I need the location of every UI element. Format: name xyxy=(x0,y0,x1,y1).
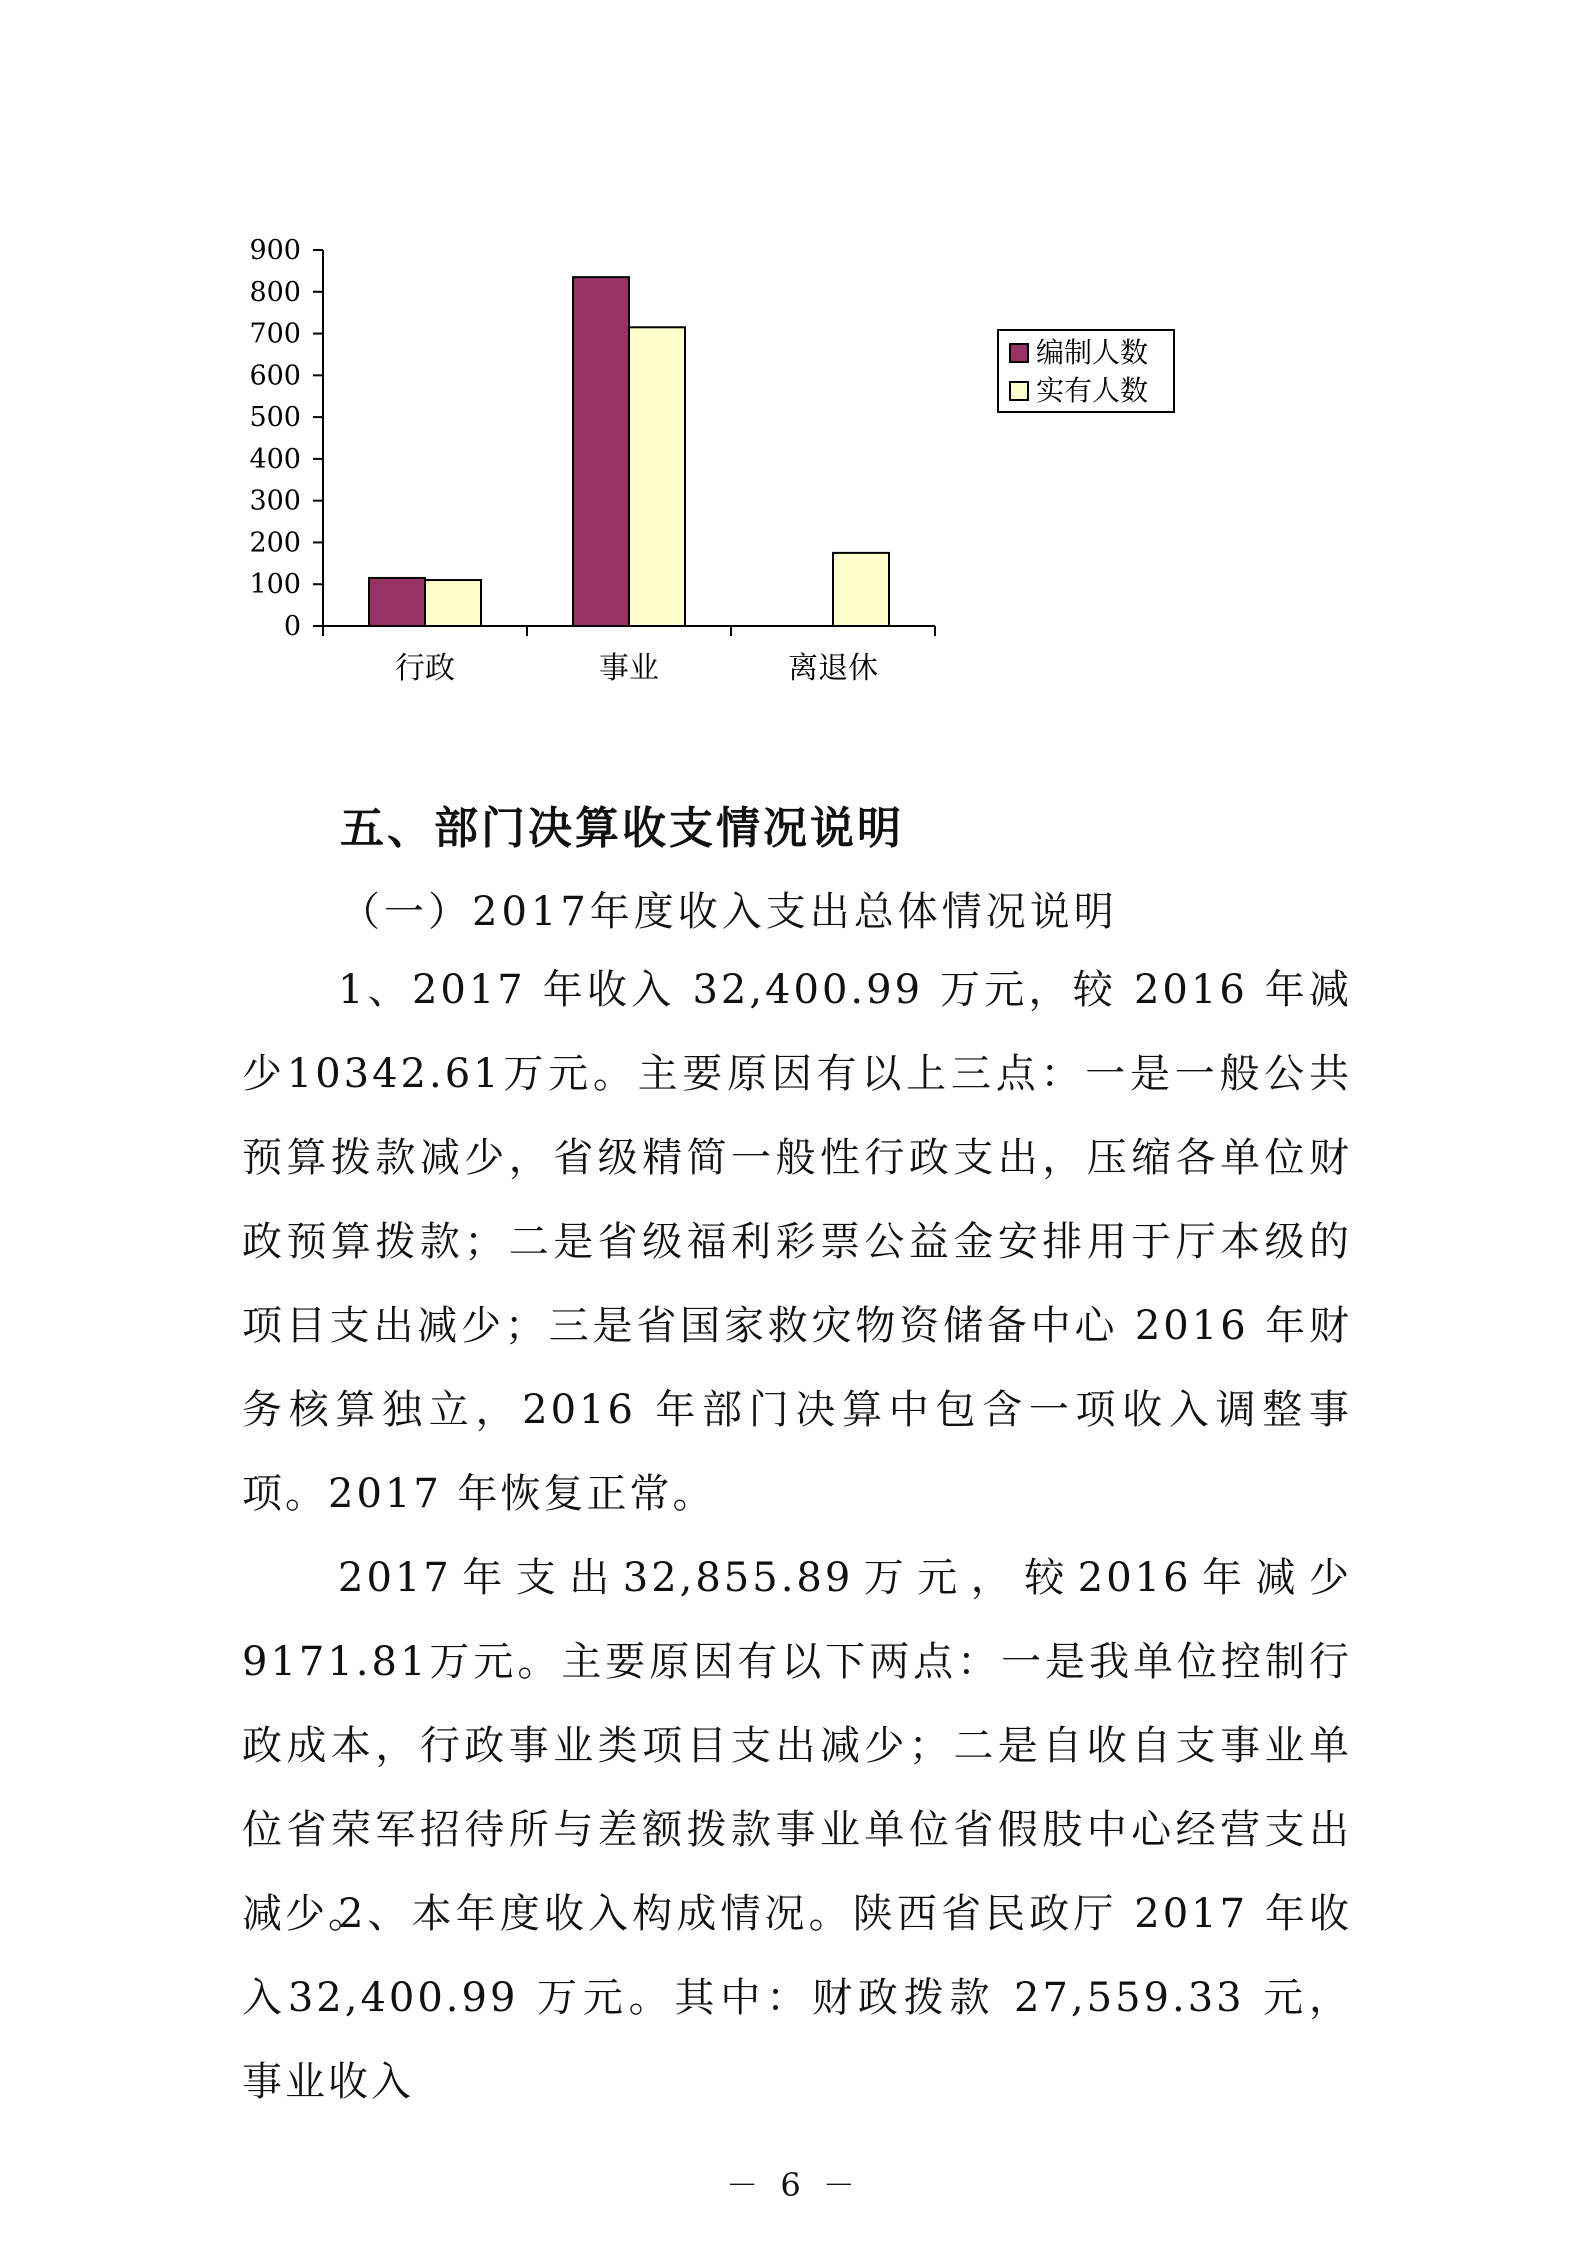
legend-swatch xyxy=(1010,344,1028,362)
bar-actual xyxy=(833,553,889,626)
legend-label: 编制人数 xyxy=(1036,336,1149,369)
y-tick-label: 800 xyxy=(249,276,301,308)
chart-legend xyxy=(998,330,1174,412)
bar-actual xyxy=(425,580,481,626)
staffing-bar-chart xyxy=(0,0,1587,760)
x-category-label: 行政 xyxy=(395,651,455,686)
section-heading: 五、部门决算收支情况说明 xyxy=(340,803,904,854)
y-tick-label: 200 xyxy=(249,527,301,559)
legend-label: 实有人数 xyxy=(1036,374,1149,407)
y-tick-label: 300 xyxy=(249,485,301,517)
y-tick-labels xyxy=(249,235,301,642)
x-category-label: 离退休 xyxy=(788,651,878,686)
y-tick-label: 600 xyxy=(249,360,301,392)
y-tick-label: 0 xyxy=(283,611,301,642)
bar-authorized xyxy=(369,578,425,626)
y-tick-label: 400 xyxy=(249,443,301,475)
y-tick-label: 700 xyxy=(249,318,301,350)
paragraph-expenditure-2017: 2017年支出32,855.89万元，较2016年减少9171.81万元。主要原因有以下两点：一是我单位控制行政成本，行政事业类项目支出减少；二是自收自支事业单位省荣军招待所与差额拨款事业单位省假肢中心经营支出减少。 xyxy=(242,1555,1352,1937)
page-number: － 6 － xyxy=(726,2166,861,2204)
bar-actual xyxy=(629,327,685,626)
chart-bars xyxy=(369,277,889,626)
y-tick-label: 900 xyxy=(249,235,301,266)
x-category-labels xyxy=(395,651,878,686)
legend-swatch xyxy=(1010,382,1028,400)
y-tick-label: 100 xyxy=(249,569,301,601)
bar-authorized xyxy=(573,277,629,626)
paragraph-income-2017: 1、2017 年收入 32,400.99 万元，较 2016 年减少10342.61万元。主要原因有以上三点：一是一般公共预算拨款减少，省级精简一般性行政支出，压缩各单位财政预算拨款；二是省级福利彩票公益金安排用于厅本级的项目支出减少；三是省国家救灾物资储备中心 2016 年财务核算独立，2016 年部门决算中包含一项收入调整事项。2017 年恢复正常。 xyxy=(242,967,1352,1517)
y-tick-label: 500 xyxy=(249,402,301,434)
section-subheading: （一）2017年度收入支出总体情况说明 xyxy=(340,889,1118,935)
x-category-label: 事业 xyxy=(599,651,659,686)
paragraph-income-composition: 2、本年度收入构成情况。陕西省民政厅 2017 年收入32,400.99 万元。其中：财政拨款 27,559.33 元，事业收入 xyxy=(242,1891,1352,2105)
